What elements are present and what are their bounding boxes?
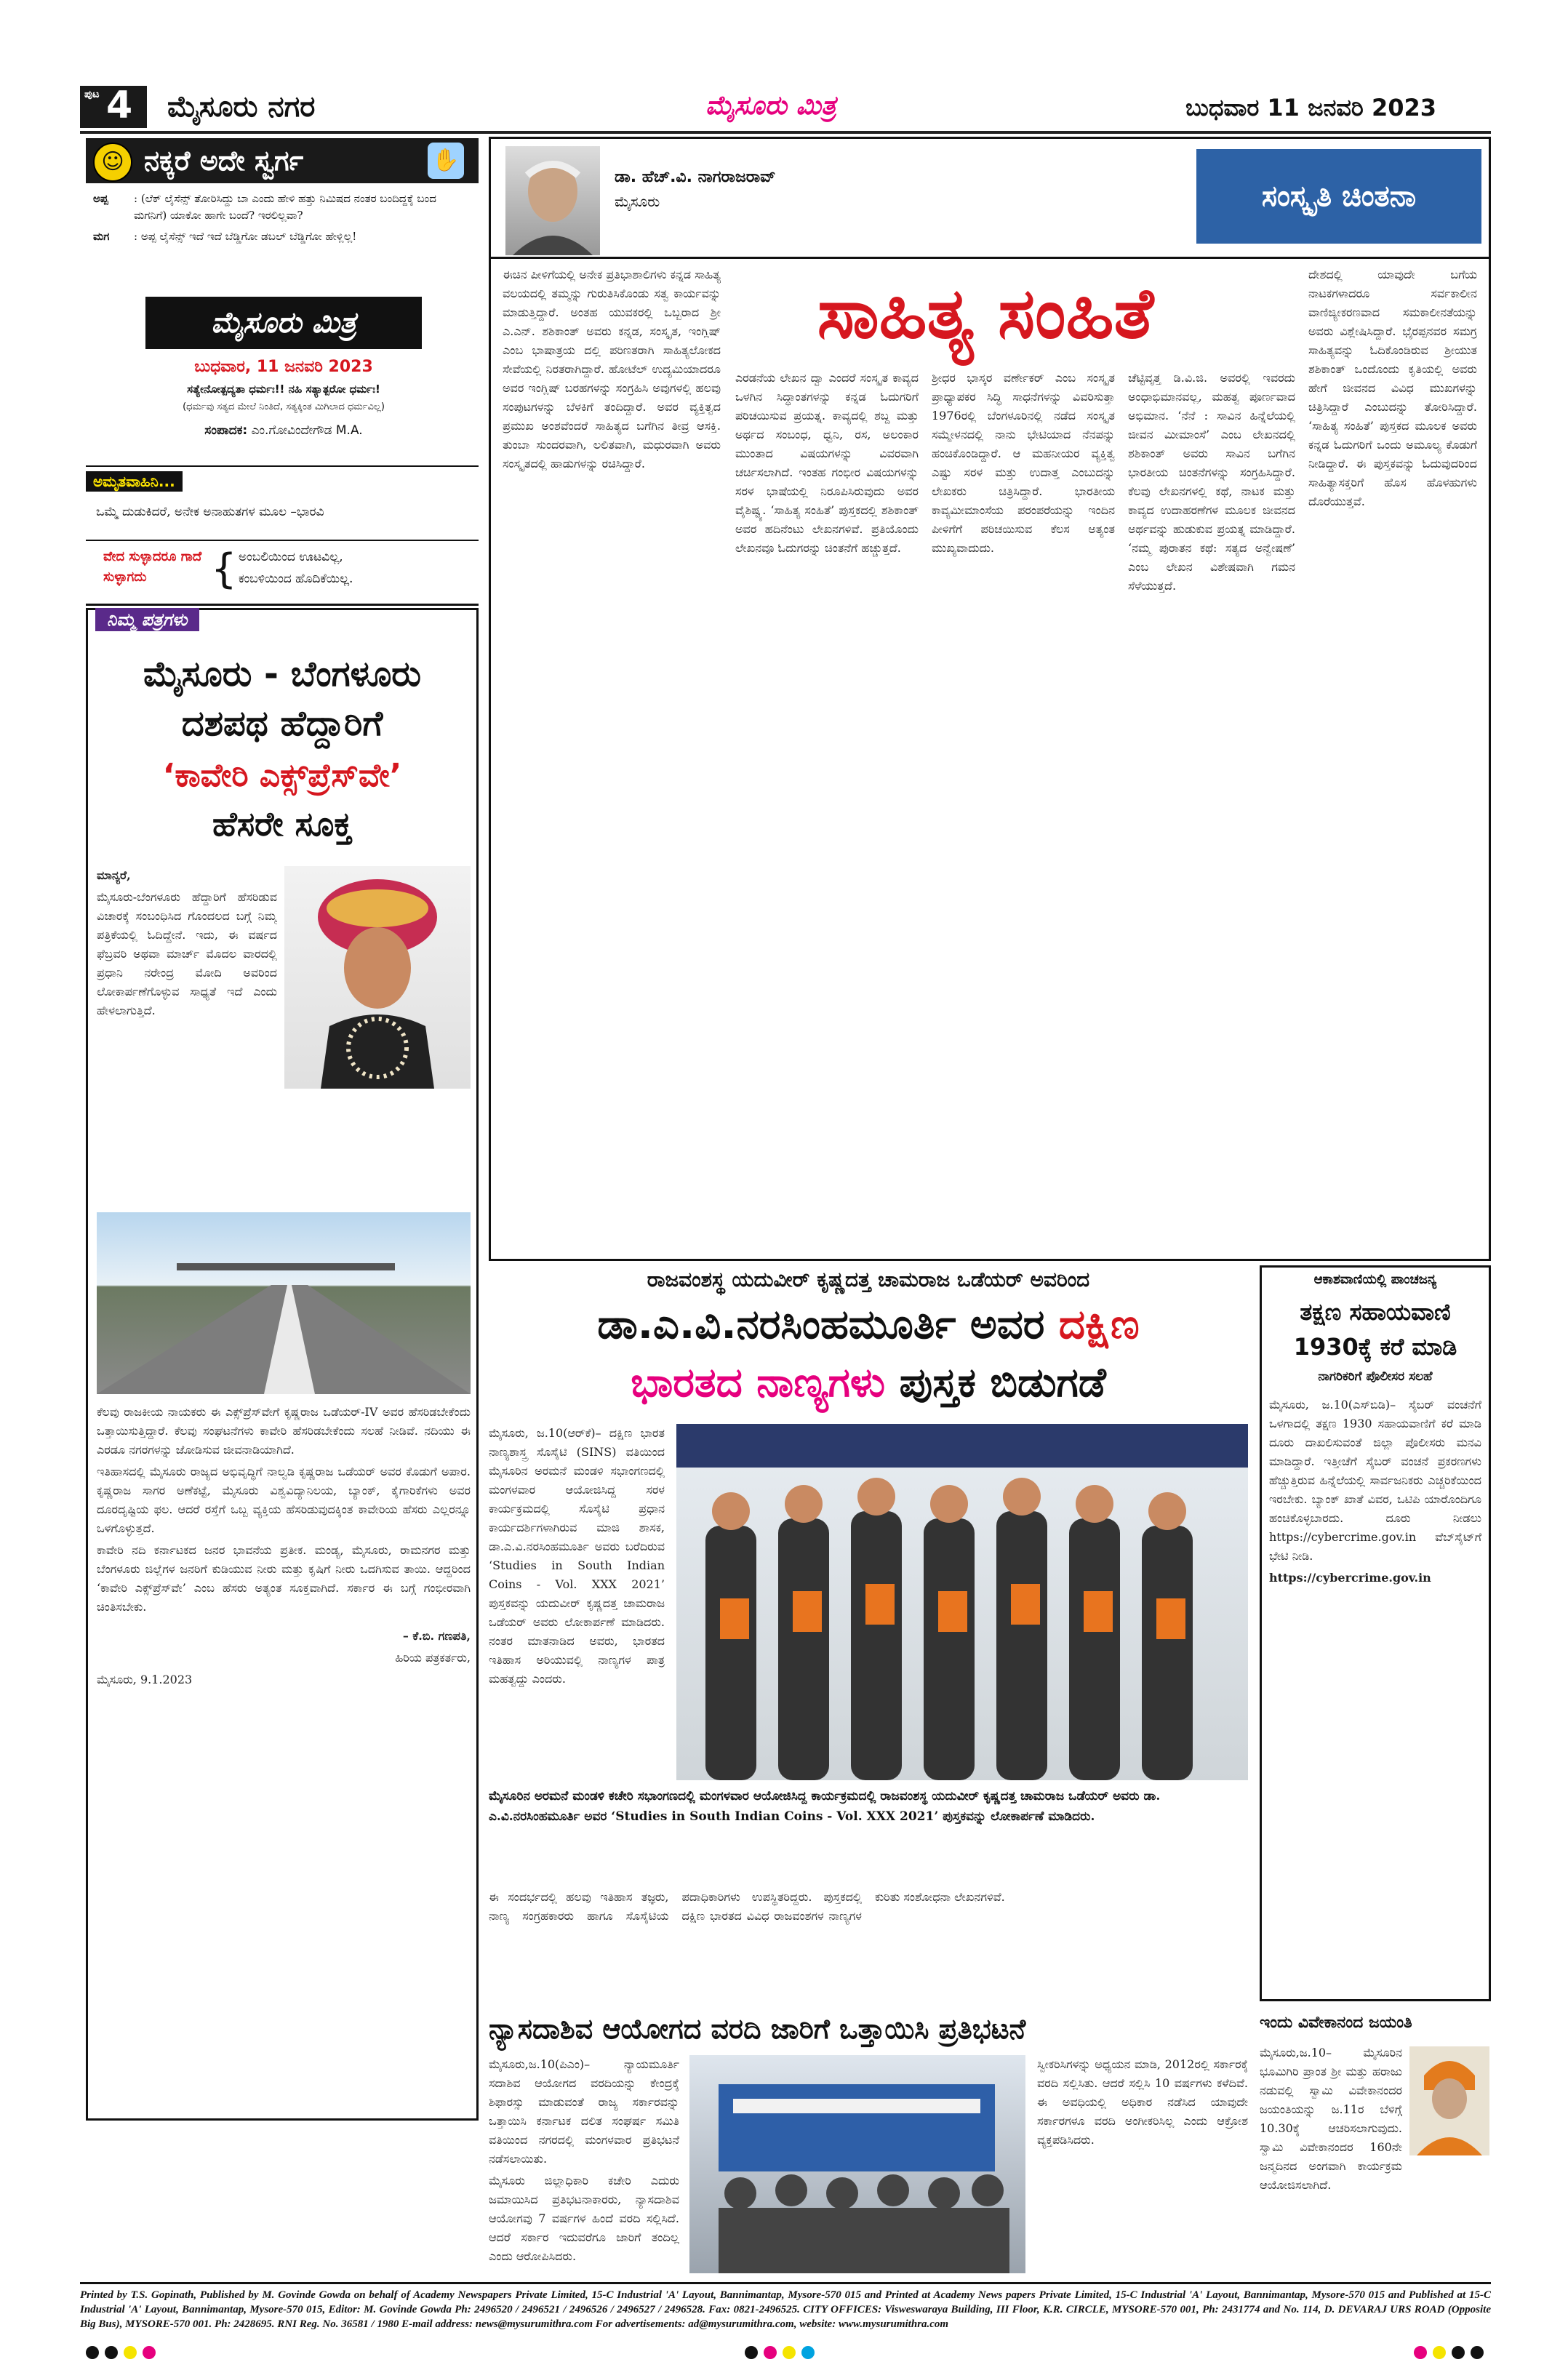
color-register-dots-center [742,2346,817,2362]
letters-body-1: ಮೈಸೂರು-ಬೆಂಗಳೂರು ಹೆದ್ದಾರಿಗೆ ಹೆಸರಿಡುವ ವಿಚಾರಕ್ಕೆ ಸಂಬಂಧಿಸಿದ ಗೊಂದಲದ ಬಗ್ಗೆ ನಿಮ್ಮ ಪತ್ರಿಕೆಯಲ್ಲಿ ಓದಿದ್ದೇನೆ. ಇದು, ಈ ವರ್ಷದ ಫೆಬ್ರವರಿ ಅಥವಾ ಮಾರ್ಚ್ ಮೊದಲ ವಾರದಲ್ಲಿ ಪ್ರಧಾನಿ ನರೇಂದ್ರ ಮೋದಿ ಅವರಿಂದ ಲೋಕಾರ್ಪಣೆಗೊಳ್ಳುವ ಸಾಧ್ಯತೆ ಇದೆ ಎಂದು ಹೇಳಲಾಗುತ್ತಿದೆ. [97,890,277,1017]
son-line: : ಅಪ್ಪ ಲೈಸೆನ್ಸ್ ಇದೆ ಇದೆ ಬೆಡ್ಡಿಗೋ ಡಬಲ್ ಬೆಡ್ಡಿಗೋ ಹೇಳ್ಲಿಲ್ಲ! [134,230,357,243]
amruta-text: ಒಮ್ಮೆ ದುಡುಕಿದರೆ, ಅನೇಕ ಅನಾಹುತಗಳ ಮೂಲ –ಭಾರವಿ [96,505,324,519]
proverb-right-1: ಅಂಬಲಿಯಿಂದ ಊಟವಿಲ್ಲ, [239,550,343,564]
humor-dialogue [93,191,471,245]
letters-body-2: ಕೆಲವು ರಾಜಕೀಯ ನಾಯಕರು ಈ ಎಕ್ಸ್‌ಪ್ರೆಸ್‌ವೇಗೆ ಕೃಷ್ಣರಾಜ ಒಡೆಯರ್-IV ಅವರ ಹೆಸರಿಡಬೇಕೆಂದು ಒತ್ತಾಯಿಸುತ್ತಿದ್ದಾರೆ. ಕೆಲವು ಸಂಘಟನೆಗಳು ಕಾವೇರಿ ಹೆಸರಿಡಬೇಕೆಂದು ಸಲಹೆ ನೀಡಿವೆ. ನದಿಯು ಈ ಎರಡೂ ನಗರಗಳನ್ನು ಜೋಡಿಸುವ ಜೀವನಾಡಿಯಾಗಿದೆ. [97,1405,471,1457]
section-title: ಮೈಸೂರು ನಗರ [167,90,316,124]
coin-headline-2b: ಪುಸ್ತಕ ಬಿಡುಗಡೆ [899,1359,1106,1406]
father-line: : (ಲೆಕ್ ಲೈಸೆನ್ಸ್ ತೋರಿಸಿದ್ದು ಬಾ ಎಂದು ಹೇಳಿ ಹತ್ತು ನಿಮಿಷದ ನಂತರ ಬಂದಿದ್ದಕ್ಕೆ ಬಂದ ಮಗನಿಗೆ) ಯಾಕೋ ಹಾಗೇ ಬಂದೆ? ಇರಲಿಲ್ಲವಾ? [134,192,436,222]
coin-body-left [489,1424,665,1780]
dot-black [1452,2346,1465,2359]
letters-headline-3: ‘ಕಾವೇರಿ ಎಕ್ಸ್‌ಪ್ರೆಸ್‌ವೇ’ [162,757,402,794]
page-header [80,86,1491,128]
masthead-box-date: ಬುಧವಾರ, 11 ಜನವರಿ 2023 [194,358,373,376]
divider [86,604,479,606]
letters-headline-4: ಹೆಸರೇ ಸೂಕ್ತ [212,804,352,844]
feature-author-place: ಮೈಸೂರು [615,193,660,210]
dot-yellow [124,2346,137,2359]
dot-black [86,2346,99,2359]
coin-headline-1a: ಡಾ.ಎ.ವಿ.ನರಸಿಂಹಮೂರ್ತಿ ಅವರ [597,1301,1045,1348]
protest-headline: ನ್ಯಾಸದಾಶಿವ ಆಯೋಗದ ವರದಿ ಜಾರಿಗೆ ಒತ್ತಾಯಿಸಿ ಪ್ರತಿಭಟನೆ [489,2013,1026,2045]
book-release-caption: ಮೈಸೂರಿನ ಅರಮನೆ ಮಂಡಳಿ ಕಚೇರಿ ಸಭಾಂಗಣದಲ್ಲಿ ಮಂಗಳವಾರ ಆಯೋಜಿಸಿದ್ದ ಕಾರ್ಯಕ್ರಮದಲ್ಲಿ ರಾಜವಂಶಸ್ಥ ಯದುವೀರ್ ಕೃಷ್ಣದತ್ತ ಚಾಮರಾಜ ಒಡೆಯರ್ ಅವರು ಡಾ. ಎ.ವಿ.ನರಸಿಂಹಮೂರ್ತಿ ಅವರ ‘Studies in South Indian Coins - Vol. XXX 2021’ ಪುಸ್ತಕವನ್ನು ಲೋಕಾರ್ಪಣೆ ಮಾಡಿದರು. [489,1789,1161,1824]
helpline-body-text: ಮೈಸೂರು, ಜ.10(ಎಸ್‌ಬಿಡಿ)– ಸೈಬರ್ ವಂಚನೆಗೆ ಒಳಗಾದಲ್ಲಿ ತಕ್ಷಣ 1930 ಸಹಾಯವಾಣಿಗೆ ಕರೆ ಮಾಡಿ ದೂರು ದಾಖಲಿಸುವಂತೆ ಜಿಲ್ಲಾ ಪೊಲೀಸರು ಮನವಿ ಮಾಡಿದ್ದಾರೆ. ಇತ್ತೀಚೆಗೆ ಸೈಬರ್ ವಂಚನೆ ಪ್ರಕರಣಗಳು ಹೆಚ್ಚುತ್ತಿರುವ ಹಿನ್ನೆಲೆಯಲ್ಲಿ ಸಾರ್ವಜನಿಕರು ಎಚ್ಚರಿಕೆಯಿಂದ ಇರಬೇಕು. ಬ್ಯಾಂಕ್ ಖಾತೆ ವಿವರ, ಒಟಿಪಿ ಯಾರೊಂದಿಗೂ ಹಂಚಿಕೊಳ್ಳಬಾರದು. ದೂರು ನೀಡಲು https://cybercrime.gov.in ವೆಬ್‌ಸೈಟ್‌ಗೆ ಭೇಟಿ ನೀಡಿ. [1269,1398,1481,1563]
dot-black [105,2346,118,2359]
editor-name: ಎಂ.ಗೋವಿಂದೇಗೌಡ M.A. [251,423,363,438]
feature-col-4 [1128,369,1295,1252]
portrait-krishnaraja-wadiyar [284,866,471,1089]
coin-headline-2a: ಭಾರತದ ನಾಣ್ಯಗಳು [631,1359,886,1406]
dot-magenta [143,2346,156,2359]
protest-body-3 [1037,2055,1248,2273]
helpline-headline-1: ತಕ್ಷಣ ಸಹಾಯವಾಣಿ [1300,1298,1451,1326]
masthead-logo: ಮೈಸೂರು ಮಿತ್ರ [705,91,836,121]
letters-place-date: ಮೈಸೂರು, 9.1.2023 [97,1673,193,1686]
color-register-dots-right [1411,2346,1487,2362]
speaker-son: ಮಗ [93,230,110,243]
feature-col-3-text: ಶ್ರೀಧರ ಭಾಸ್ಕರ ವರ್ಣೇಕರ್ ಎಂಬ ಸಂಸ್ಕೃತ ಪ್ರಾಧ್ಯಾಪಕರ ಸಿದ್ಧಿ ಸಾಧನೆಗಳನ್ನು ವಿವರಿಸುತ್ತಾ 1976ರಲ್ಲಿ ಬೆಂಗಳೂರಿನಲ್ಲಿ ನಡೆದ ಸಂಸ್ಕೃತ ಸಮ್ಮೇಳನದಲ್ಲಿ ನಾನು ಭೇಟಿಯಾದ ನೆನಪನ್ನು ಹಂಚಿಕೊಂಡಿದ್ದಾರೆ. ಆ ಮಹನೀಯರ ವ್ಯಕ್ತಿತ್ವ ಎಷ್ಟು ಸರಳ ಮತ್ತು ಉದಾತ್ತ ಎಂಬುದನ್ನು ಲೇಖಕರು ಚಿತ್ರಿಸಿದ್ದಾರೆ. ಭಾರತೀಯ ಕಾವ್ಯಮೀಮಾಂಸೆಯ ಪರಂಪರೆಯನ್ನು ಇಂದಿನ ಪೀಳಿಗೆಗೆ ಪರಿಚಯಿಸುವ ಕೆಲಸ ಅತ್ಯಂತ ಮುಖ್ಯವಾದುದು. [932,371,1115,555]
header-rule [80,131,1491,134]
dot-yellow [1433,2346,1446,2359]
proverb-right-2: ಕಂಬಳಿಯಿಂದ ಹೊದಿಕೆಯಿಲ್ಲ. [239,572,353,586]
author-photo [505,146,600,255]
feature-col-1 [503,265,721,1252]
feature-column-title: ಸಂಸ್ಕೃತಿ ಚಿಂತನಾ [1196,149,1481,244]
feature-col-5 [1308,265,1477,1252]
page-number: 4 [106,84,133,127]
feature-title-rule [491,257,1489,259]
humor-title: ನಕ್ಕರೆ ಅದೇ ಸ್ವರ್ಗ [144,145,304,177]
masthead-box [102,291,465,458]
coin-kicker: ರಾಜವಂಶಸ್ಥ ಯದುವೀರ್ ಕೃಷ್ಣದತ್ತ ಚಾಮರಾಜ ಒಡೆಯರ್ ಅವರಿಂದ [647,1268,1090,1292]
letters-signature: – ಕೆ.ಬಿ. ಗಣಪತಿ, [402,1629,471,1643]
dot-black [1471,2346,1484,2359]
helpline-headline-2: 1930ಕ್ಕೆ ಕರೆ ಮಾಡಿ [1293,1333,1457,1361]
masthead-editor [102,423,465,438]
cartoon-icon: ✋ [428,143,464,179]
helpline-section [1260,1265,1491,2001]
coin-body-bottom-text: ಈ ಸಂದರ್ಭದಲ್ಲಿ ಹಲವು ಇತಿಹಾಸ ತಜ್ಞರು, ನಾಣ್ಯ ಸಂಗ್ರಹಕಾರರು ಹಾಗೂ ಸೊಸೈಟಿಯ ಪದಾಧಿಕಾರಿಗಳು ಉಪಸ್ಥಿತರಿದ್ದರು. ಪುಸ್ತಕದಲ್ಲಿ ದಕ್ಷಿಣ ಭಾರತದ ವಿವಿಧ ರಾಜವಂಶಗಳ ನಾಣ್ಯಗಳ ಕುರಿತು ಸಂಶೋಧನಾ ಲೇಖನಗಳಿವೆ. [489,1890,1005,1923]
editor-label: ಸಂಪಾದಕ: [204,423,248,438]
vivekananda-photo [1409,2046,1489,2155]
portrait-illustration [284,866,471,1089]
divider [86,540,479,541]
amruta-box [86,471,479,538]
book-release-photo [676,1424,1248,1780]
coin-headline-line-1 [489,1297,1248,1353]
feature-col-5-text: ದೇಶದಲ್ಲಿ ಯಾವುದೇ ಬಗೆಯ ನಾಟಕಗಳಾದರೂ ಸರ್ವಕಾಲೀನ ವಾಣಿಜ್ಯೀಕರಣವಾದ ಸಮಕಾಲೀನತೆಯನ್ನು ಅವರು ವಿಶ್ಲೇಷಿಸಿದ್ದಾರೆ. ಭೈರಪ್ಪನವರ ಸಮಗ್ರ ಸಾಹಿತ್ಯವನ್ನು ಓದಿಕೊಂಡಿರುವ ಶ್ರೀಯುತ ಶಶಿಕಾಂತ್ ಒಂದೊಂದು ಕೃತಿಯಲ್ಲಿ ಅವರು ಹೇಗೆ ಜೀವನದ ವಿವಿಧ ಮುಖಗಳನ್ನು ಚಿತ್ರಿಸಿದ್ದಾರೆ ಎಂಬುದನ್ನು ತೋರಿಸಿದ್ದಾರೆ. ‘ಸಾಹಿತ್ಯ ಸಂಹಿತೆ’ ಪುಸ್ತಕದ ಮೂಲಕ ಅವರು ಕನ್ನಡ ಓದುಗರಿಗೆ ಒಂದು ಅಮೂಲ್ಯ ಕೊಡುಗೆ ನೀಡಿದ್ದಾರೆ. ಈ ಪುಸ್ತಕವನ್ನು ಓದುವುದರಿಂದ ಸಾಹಿತ್ಯಾಸಕ್ತರಿಗೆ ಹೊಸ ಹೊಳಹುಗಳು ದೊರೆಯುತ್ತವೆ. [1308,268,1477,508]
feature-col-4-text: ಚೆಟ್ಟಿವೃತ್ತ ಡಿ.ವಿ.ಜಿ. ಅವರಲ್ಲಿ ಇವರದು ಅಂಧಾಭಿಮಾನವಲ್ಲ, ಮಹತ್ವ ಪೂರ್ಣವಾದ ಅಭಿಮಾನ. ‘ನೆನೆ : ಸಾವಿನ ಹಿನ್ನೆಲೆಯಲ್ಲಿ ಜೀವನ ಮೀಮಾಂಸೆ’ ಎಂಬ ಲೇಖನದಲ್ಲಿ ಶಶಿಕಾಂತ್ ಅವರು ಸಾವಿನ ಬಗೆಗಿನ ಭಾರತೀಯ ಚಿಂತನೆಗಳನ್ನು ಸಂಗ್ರಹಿಸಿದ್ದಾರೆ. ಕೆಲವು ಲೇಖನಗಳಲ್ಲಿ ಕಥೆ, ನಾಟಕ ಮತ್ತು ಕಾವ್ಯದ ಉದಾಹರಣೆಗಳ ಮೂಲಕ ಜೀವನದ ಅರ್ಥವನ್ನು ಹುಡುಕುವ ಪ್ರಯತ್ನ ಮಾಡಿದ್ದಾರೆ. ‘ನಮ್ಮ ಪುರಾತನ ಕಥೆ: ಸತ್ಯದ ಅನ್ವೇಷಣೆ’ ಎಂಬ ಲೇಖನ ವಿಶೇಷವಾಗಿ ಗಮನ ಸೆಳೆಯುತ್ತದೆ. [1128,371,1295,593]
coin-headline-line-2 [489,1356,1248,1411]
dot-cyan [801,2346,815,2359]
feature-col-1-text: ಈಚಿನ ಪೀಳಿಗೆಯಲ್ಲಿ ಅನೇಕ ಪ್ರತಿಭಾಶಾಲಿಗಳು ಕನ್ನಡ ಸಾಹಿತ್ಯ ವಲಯದಲ್ಲಿ ತಮ್ಮನ್ನು ಗುರುತಿಸಿಕೊಂಡು ಸತ್ವ ಕಾರ್ಯವನ್ನು ಮಾಡುತ್ತಿದ್ದಾರೆ. ಅಂತಹ ಯುವಕರಲ್ಲಿ ಒಬ್ಬರಾದ ಶ್ರೀ ಎ.ಎನ್. ಶಶಿಕಾಂತ್ ಅವರು ಕನ್ನಡ, ಸಂಸ್ಕೃತ, ಇಂಗ್ಲಿಷ್ ಎಂಬ ಭಾಷಾತ್ರಯ ದಲ್ಲಿ ಪರಿಣತರಾಗಿ ಸಾಹಿತ್ಯಲೋಕದ ಸೇವೆಯಲ್ಲಿ ನಿರತರಾಗಿದ್ದಾರೆ. ಹೋಟೆಲ್ ಉದ್ಯಮಿಯಾದರೂ ಅವರ ಇಂಗ್ಲಿಷ್ ಬರಹಗಳನ್ನು ಸಂಗ್ರಹಿಸಿ ಅವುಗಳಲ್ಲಿ ಹಲವು ಸಂಪುಟಗಳನ್ನು ಬೆಳಕಿಗೆ ತಂದಿದ್ದಾರೆ. ಅವರ ವ್ಯಕ್ತಿತ್ವದ ಪ್ರಮುಖ ಅಂಶವೆಂದರೆ ಸಾಹಿತ್ಯದ ಬಗೆಗಿನ ತೀವ್ರ ಆಸಕ್ತಿ. ತುಂಬಾ ಸುಂದರವಾಗಿ, ಲಲಿತವಾಗಿ, ಮಧುರವಾಗಿ ಅವರು ಸಂಸ್ಕೃತದಲ್ಲಿ ಹಾಡುಗಳನ್ನು ರಚಿಸಿದ್ದಾರೆ. [503,268,721,471]
vivekananda-section [1260,2009,1491,2276]
header-date: ಬುಧವಾರ 11 ಜನವರಿ 2023 [1185,94,1437,121]
helpline-subhead: ನಾಗರಿಕರಿಗೆ ಪೊಲೀಸರ ಸಲಹೆ [1318,1369,1433,1384]
feature-col-2 [735,369,919,1252]
letters-intro: ಮಾನ್ಯರೆ, [97,868,131,882]
amruta-title: ಅಮೃತವಾಹಿನಿ... [86,471,183,492]
dot-magenta [1414,2346,1427,2359]
coin-book-section [489,1265,1248,2001]
helpline-body [1269,1396,1481,1992]
group-photo-illustration [676,1424,1248,1780]
divider [86,465,479,467]
protest-body-2-text: ಮೈಸೂರು ಜಿಲ್ಲಾಧಿಕಾರಿ ಕಚೇರಿ ಎದುರು ಜಮಾಯಿಸಿದ ಪ್ರತಿಭಟನಾಕಾರರು, ನ್ಯಾಸದಾಶಿವ ಆಯೋಗವು 7 ವರ್ಷಗಳ ಹಿಂದೆ ವರದಿ ಸಲ್ಲಿಸಿದೆ. ಆದರೆ ಸರ್ಕಾರ ಇದುವರೆಗೂ ಜಾರಿಗೆ ತಂದಿಲ್ಲ ಎಂದು ಆರೋಪಿಸಿದರು. [489,2174,679,2263]
letters-section [86,608,479,2121]
laughing-face-icon: ☺ [93,143,132,182]
protest-section [489,2009,1248,2276]
footer-rule [80,2282,1491,2284]
proverb-left: ವೇದ ಸುಳ್ಳಾದರೂ ಗಾದೆ ಸುಳ್ಳಾಗದು [103,549,202,585]
speaker-father: ಅಪ್ಪ [93,192,108,205]
feature-headline: ಸಾಹಿತ್ಯ ಸಂಹಿತೆ [817,273,1154,354]
helpline-kicker: ಆಕಾಶವಾಣಿಯಲ್ಲಿ ಪಾಂಚಜನ್ಯ [1313,1272,1437,1287]
brace-icon: { [211,545,237,593]
feature-col-2-text: ಎರಡನೆಯ ಲೇಖನ ದ್ವಾ ಎಂದರೆ ಸಂಸ್ಕೃತ ಕಾವ್ಯದ ಒಳಗಿನ ಸಿದ್ಧಾಂತಗಳನ್ನು ಕನ್ನಡ ಓದುಗರಿಗೆ ಪರಿಚಯಿಸುವ ಪ್ರಯತ್ನ. ಕಾವ್ಯದಲ್ಲಿ ಶಬ್ದ ಮತ್ತು ಅರ್ಥದ ಸಂಬಂಧ, ಧ್ವನಿ, ರಸ, ಅಲಂಕಾರ ಮುಂತಾದ ವಿಷಯಗಳನ್ನು ವಿವರವಾಗಿ ಚರ್ಚಿಸಲಾಗಿದೆ. ಇಂತಹ ಗಂಭೀರ ವಿಷಯಗಳನ್ನು ಸರಳ ಭಾಷೆಯಲ್ಲಿ ನಿರೂಪಿಸಿರುವುದು ಅವರ ವೈಶಿಷ್ಟ್ಯ. ‘ಸಾಹಿತ್ಯ ಸಂಹಿತೆ’ ಪುಸ್ತಕದಲ್ಲಿ ಶಶಿಕಾಂತ್ ಅವರ ಹದಿನೆಂಟು ಲೇಖನಗಳಿವೆ. ಪ್ರತಿಯೊಂದು ಲೇಖನವೂ ಓದುಗರನ್ನು ಚಿಂತನೆಗೆ ಹಚ್ಚುತ್ತದೆ. [735,371,919,555]
protest-illustration [689,2055,1025,2273]
author-illustration [505,146,600,255]
protest-body-1-text: ಮೈಸೂರು,ಜ.10(ಪಿಎಂ)– ನ್ಯಾಯಮೂರ್ತಿ ಸದಾಶಿವ ಆಯೋಗದ ವರದಿಯನ್ನು ಕೇಂದ್ರಕ್ಕೆ ಶಿಫಾರಸ್ಸು ಮಾಡುವಂತೆ ರಾಜ್ಯ ಸರ್ಕಾರವನ್ನು ಒತ್ತಾಯಿಸಿ ಕರ್ನಾಟಕ ದಲಿತ ಸಂಘರ್ಷ ಸಮಿತಿ ವತಿಯಿಂದ ನಗರದಲ್ಲಿ ಮಂಗಳವಾರ ಪ್ರತಿಭಟನೆ ನಡೆಸಲಾಯಿತು. [489,2057,679,2166]
dot-yellow [783,2346,796,2359]
vivekananda-body-text: ಮೈಸೂರು,ಜ.10– ಮೈಸೂರಿನ ಭೂಮಿಗಿರಿ ಪ್ರಾಂತ ಶ್ರೀ ಮತ್ತು ಹರಾಜು ನಡುವಲ್ಲಿ ಸ್ವಾಮಿ ವಿವೇಕಾನಂದರ ಜಯಂತಿಯನ್ನು ಜ.11ರ ಬೆಳಿಗ್ಗೆ 10.30ಕ್ಕೆ ಆಚರಿಸಲಾಗುವುದು. ಸ್ವಾಮಿ ವಿವೇಕಾನಂದರ 160ನೇ ಜನ್ಮದಿನದ ಅಂಗವಾಗಿ ಕಾರ್ಯಕ್ರಮ ಆಯೋಜಿಸಲಾಗಿದೆ. [1260,2046,1402,2192]
letters-tag: ನಿಮ್ಮ ಪತ್ರಗಳು [95,608,199,631]
page-number-box [80,86,147,128]
letters-body-top [97,866,277,1208]
coin-body-bottom [489,1888,1248,1997]
protest-photo [689,2055,1025,2273]
page-label: ಪುಟ [84,89,100,100]
protest-body-3-text: ಸ್ವೀಕರಿಸಿಗಳನ್ನು ಅಧ್ಯಯನ ಮಾಡಿ, 2012ರಲ್ಲಿ ಸರ್ಕಾರಕ್ಕೆ ವರದಿ ಸಲ್ಲಿಸಿತು. ಆದರೆ ಸಲ್ಲಿಸಿ 10 ವರ್ಷಗಳು ಕಳೆದಿವೆ. ಈ ಅವಧಿಯಲ್ಲಿ ಅಧಿಕಾರ ನಡೆಸಿದ ಯಾವುದೇ ಸರ್ಕಾರಗಳೂ ವರದಿ ಅಂಗೀಕರಿಸಿಲ್ಲ ಎಂದು ಆಕ್ರೋಶ ವ್ಯಕ್ತಪಡಿಸಿದರು. [1037,2057,1248,2147]
masthead-motto-sub: (ಧರ್ಮವು ಸತ್ಯದ ಮೇಲೆ ನಿಂತಿದೆ, ಸತ್ಯಕ್ಕಿಂತ ಮಿಗಿಲಾದ ಧರ್ಮವಿಲ್ಲ) [183,401,385,412]
helpline-url[interactable]: https://cybercrime.gov.in [1269,1571,1431,1585]
letters-body-main [97,1403,471,2086]
vivekananda-headline: ಇಂದು ವಿವೇಕಾನಂದ ಜಯಂತಿ [1260,2014,1412,2032]
dot-magenta [764,2346,777,2359]
letters-headline-2: ದಶಪಥ ಹೆದ್ದಾರಿಗೆ [181,703,383,744]
road-illustration [97,1212,471,1394]
feature-author: ಡಾ. ಹೆಚ್.ವಿ. ನಾಗರಾಜರಾವ್ [615,168,776,186]
coin-body-left-text: ಮೈಸೂರು, ಜ.10(ಆರ್‌ಕೆ)– ದಕ್ಷಿಣ ಭಾರತ ನಾಣ್ಯಶಾಸ್ತ್ರ ಸೊಸೈಟಿ (SINS) ವತಿಯಿಂದ ಮೈಸೂರಿನ ಅರಮನೆ ಮಂಡಳಿ ಸಭಾಂಗಣದಲ್ಲಿ ಮಂಗಳವಾರ ಆಯೋಜಿಸಿದ್ದ ಸರಳ ಕಾರ್ಯಕ್ರಮದಲ್ಲಿ ಸೊಸೈಟಿ ಪ್ರಧಾನ ಕಾರ್ಯದರ್ಶಿಗಳಾಗಿರುವ ಮಾಜಿ ಶಾಸಕ, ಡಾ.ಎ.ವಿ.ನರಸಿಂಹಮೂರ್ತಿ ಅವರು ಬರೆದಿರುವ ‘Studies in South Indian Coins - Vol. XXX 2021’ ಪುಸ್ತಕವನ್ನು ಯದುವೀರ್ ಕೃಷ್ಣದತ್ತ ಚಾಮರಾಜ ಒಡೆಯರ್ ಅವರು ಲೋಕಾರ್ಪಣೆ ಮಾಡಿದರು. ನಂತರ ಮಾತನಾಡಿದ ಅವರು, ಭಾರತದ ಇತಿಹಾಸ ಅರಿಯುವಲ್ಲಿ ನಾಣ್ಯಗಳ ಪಾತ್ರ ಮಹತ್ವದ್ದು ಎಂದರು. [489,1426,665,1686]
masthead-motto: ಸತ್ಯೇನೋತ್ಪದ್ಯತಾ ಧರ್ಮಃ!! ನಹಿ ಸತ್ಯಾತ್ಪರೋ ಧರ್ಮಃ! [187,383,380,396]
footer-imprint: Printed by T.S. Gopinath, Published by M. Govinde Gowda on behalf of Academy Newspapers Private Limited, 15-C Industrial 'A' Layout, Bannimantap, Mysore-570 015 and Printed at Academy News papers Private Limited, 15-C Industrial 'A' Layout, Bannimantap, Mysore-570 015 and Published at 15-C Industrial 'A' Layout, Bannimantap, Mysore-570 015, Editor: M. Govinde Gowda Ph: 2496520 / 2496521 / 2496526 / 2496527 / 2496528. Fax: 0821-2496525. CITY OFFICES: Visweswaraya Building, III Floor, K.R. CIRCLE, MYSORE-570 001, Ph: 2431774 and No. 114, D. DEVARAJ URS ROAD (Opposite Big Bus), MYSORE-570 001. Ph: 2428695. RNI Reg. No. 36581 / 1980 E-mail address: news@mysurumithra.com For advertisements: ad@mysurumithra.com, website: www.mysurumithra.com [80,2289,1491,2330]
humor-box [86,138,479,313]
expressway-photo [97,1212,471,1394]
letters-body-4: ಕಾವೇರಿ ನದಿ ಕರ್ನಾಟಕದ ಜನರ ಭಾವನೆಯ ಪ್ರತೀಕ. ಮಂಡ್ಯ, ಮೈಸೂರು, ರಾಮನಗರ ಮತ್ತು ಬೆಂಗಳೂರು ಜಿಲ್ಲೆಗಳ ಜನರಿಗೆ ಕುಡಿಯುವ ನೀರು ಮತ್ತು ಕೃಷಿಗೆ ನೀರು ಒದಗಿಸುವ ತಾಯಿ. ಆದ್ದರಿಂದ ‘ಕಾವೇರಿ ಎಕ್ಸ್‌ಪ್ರೆಸ್‌ವೇ’ ಎಂಬ ಹೆಸರು ಅತ್ಯಂತ ಸೂಕ್ತವಾಗಿದೆ. ಸರ್ಕಾರ ಈ ಬಗ್ಗೆ ಗಂಭೀರವಾಗಿ ಚಿಂತಿಸಬೇಕು. [97,1543,471,1614]
letters-body-3: ಇತಿಹಾಸದಲ್ಲಿ ಮೈಸೂರು ರಾಜ್ಯದ ಅಭಿವೃದ್ಧಿಗೆ ನಾಲ್ವಡಿ ಕೃಷ್ಣರಾಜ ಒಡೆಯರ್ ಅವರ ಕೊಡುಗೆ ಅಪಾರ. ಕೃಷ್ಣರಾಜ ಸಾಗರ ಅಣೆಕಟ್ಟೆ, ಮೈಸೂರು ವಿಶ್ವವಿದ್ಯಾನಿಲಯ, ಬ್ಯಾಂಕ್, ಕೈಗಾರಿಕೆಗಳು ಅವರ ದೂರದೃಷ್ಟಿಯ ಫಲ. ಆದರೆ ರಸ್ತೆಗೆ ಒಬ್ಬ ವ್ಯಕ್ತಿಯ ಹೆಸರಿಡುವುದಕ್ಕಿಂತ ಕಾವೇರಿಯ ಹೆಸರು ಎಲ್ಲರನ್ನೂ ಒಳಗೊಳ್ಳುತ್ತದೆ. [97,1465,471,1535]
masthead-box-logo: ಮೈಸೂರು ಮಿತ್ರ [145,297,422,349]
feature-section [489,137,1491,1261]
vivekananda-illustration [1409,2046,1489,2155]
vivekananda-body [1260,2043,1402,2273]
feature-col-3 [932,369,1115,1252]
color-register-dots-left [83,2346,159,2362]
dot-black [745,2346,758,2359]
protest-body-1 [489,2055,679,2273]
coin-headline-1b: ದಕ್ಷಿಣ [1058,1301,1140,1348]
letters-signature-role: ಹಿರಿಯ ಪತ್ರಕರ್ತರು, [395,1651,471,1665]
letters-headline-1: ಮೈಸೂರು - ಬೆಂಗಳೂರು [143,654,421,694]
proverb-box [86,544,479,602]
